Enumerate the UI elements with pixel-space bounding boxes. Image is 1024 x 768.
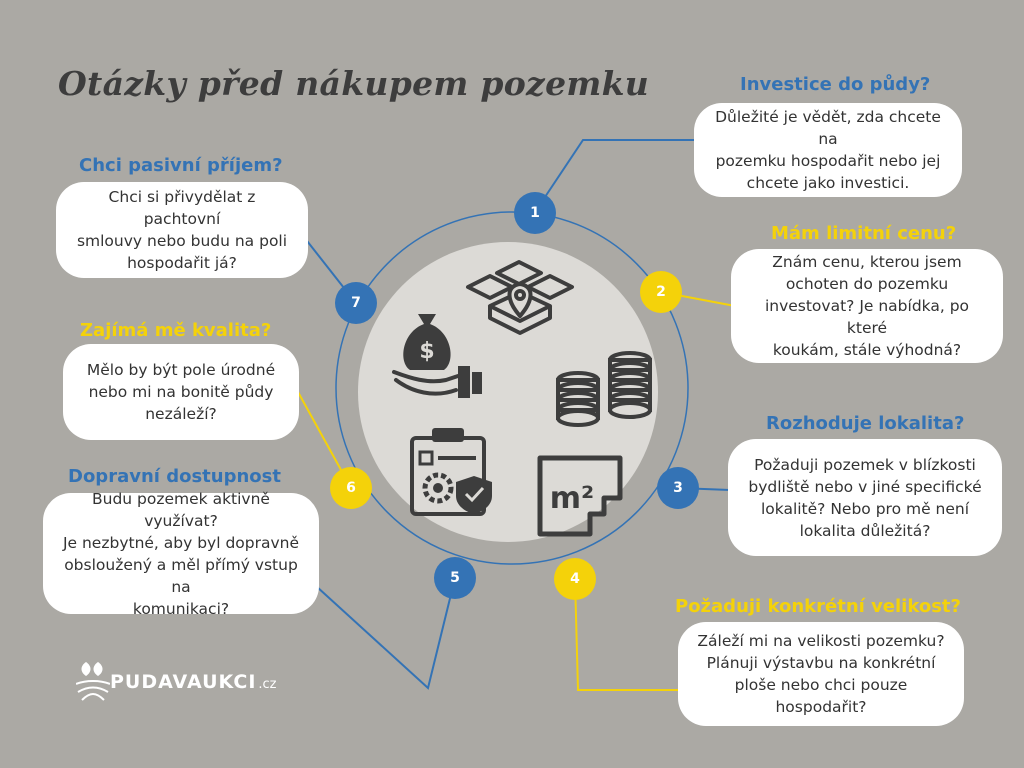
text-box-5: Budu pozemek aktivně využívat? Je nezbytné, aby byl dopravně obsloužený a měl přímý vstup na komunikaci? — [43, 493, 319, 614]
heading-3: Rozhoduje lokalita? — [766, 413, 965, 434]
square-meter-label: m² — [549, 481, 595, 516]
heading-7: Chci pasivní příjem? — [79, 155, 283, 176]
text-box-2: Znám cenu, kterou jsem ochoten do pozemku investovat? Je nabídka, po které koukám, stále výhodná? — [731, 249, 1003, 363]
text-box-7: Chci si přivydělat z pachtovní smlouvy nebo budu na poli hospodařit já? — [56, 182, 308, 278]
text-box-3: Požaduji pozemek v blízkosti bydliště nebo v jiné specifické lokalitě? Nebo pro mě není lokalita důležitá? — [728, 439, 1002, 556]
node-4: 4 — [554, 558, 596, 600]
heading-6: Zajímá mě kvalita? — [80, 320, 272, 341]
node-5: 5 — [434, 557, 476, 599]
heading-4: Požaduji konkrétní velikost? — [675, 596, 961, 617]
heading-1: Investice do půdy? — [740, 74, 931, 95]
connector-5 — [305, 576, 455, 688]
node-2: 2 — [640, 271, 682, 313]
node-7: 7 — [335, 282, 377, 324]
field-sprout-icon — [76, 662, 110, 702]
text-box-1: Důležité je vědět, zda chcete na pozemku hospodařit nebo jej chcete jako investici. — [694, 103, 962, 197]
text-box-6: Mělo by být pole úrodné nebo mi na bonitě půdy nezáleží? — [63, 344, 299, 440]
node-3: 3 — [657, 467, 699, 509]
logo — [76, 662, 277, 702]
page-title: Otázky před nákupem pozemku — [58, 64, 650, 103]
heading-5: Dopravní dostupnost — [68, 466, 281, 487]
logo-tld: .cz — [258, 676, 277, 692]
node-1: 1 — [514, 192, 556, 234]
text-box-4: Záleží mi na velikosti pozemku? Plánuji výstavbu na konkrétní ploše nebo chci pouze hospodařit? — [678, 622, 964, 726]
connector-4 — [575, 579, 682, 690]
svg-text:$: $ — [419, 339, 435, 364]
heading-2: Mám limitní cenu? — [771, 223, 957, 244]
logo-name: PUDAVAUKCI — [110, 671, 257, 693]
node-6: 6 — [330, 467, 372, 509]
connector-1 — [535, 140, 696, 212]
